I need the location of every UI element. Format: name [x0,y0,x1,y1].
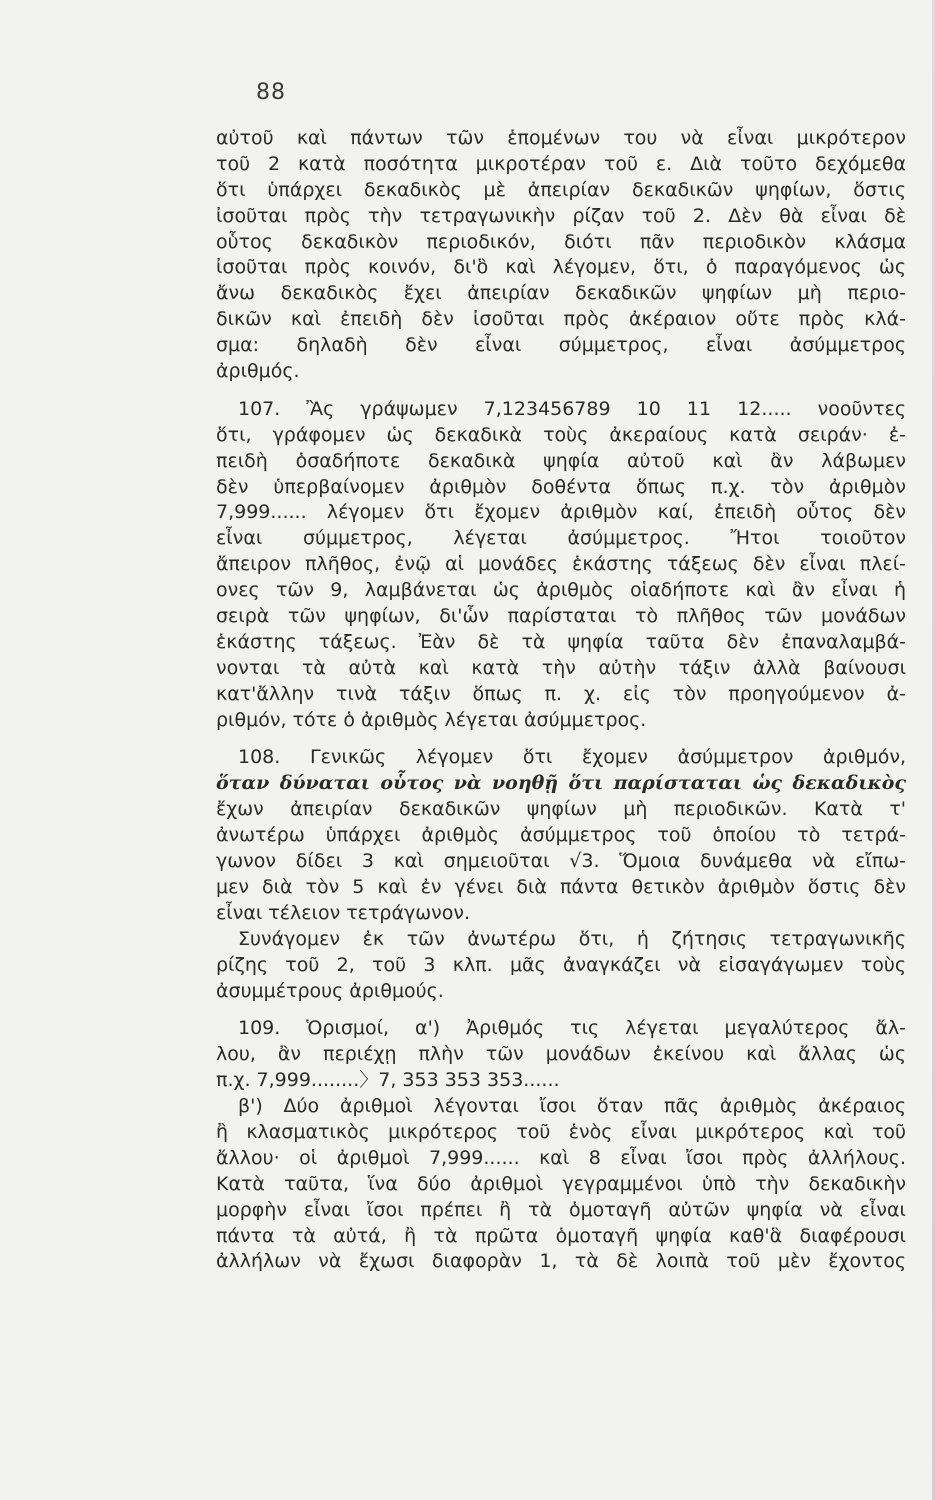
text-line: κατ'ἄλλην τινὰ τάξιν ὅπως π. χ. εἰς τὸν προηγούμενον ἀ- [216,682,906,705]
text-line: ἔχων ἀπειρίαν δεκαδικῶν ψηφίων μὴ περιοδικῶν. Κατὰ τ' [216,798,906,821]
text-line: εἶναι τέλειον τετράγωνον. [216,901,471,924]
text-line: τοῦ 2 κατὰ ποσότητα μικροτέραν τοῦ ε. Διὰ τοῦτο δεχόμεθα [216,152,906,175]
paragraph-108-start: 108. Γενικῶς λέγομεν ὅτι ἔχομεν ἀσύμμετρον ἀριθμόν, [238,746,906,769]
text-line: μεν διὰ τὸν 5 καὶ ἐν γένει διὰ πάντα θετικὸν ἀριθμὸν ὅστις δὲν [216,875,906,898]
text-line: ἀνωτέρω ὑπάρχει ἀριθμὸς ἀσύμμετρος τοῦ ὁποίου τὸ τετρά- [216,824,906,847]
text-line: εἶναι σύμμετρος, λέγεται ἀσύμμετρος. Ἤτοι τοιοῦτον [216,527,906,550]
text-line: δὲν ὑπερβαίνομεν ἀριθμὸν δοθέντα ὅπως π.χ. τὸν ἀριθμὸν [216,475,906,498]
page-number: 88 [256,80,286,105]
text-line: ἰσοῦται πρὸς τὴν τετραγωνικὴν ρίζαν τοῦ 2. Δὲν θὰ εἶναι δὲ [216,204,906,227]
text-line: Κατὰ ταῦτα, ἵνα δύο ἀριθμοὶ γεγραμμένοι ὑπὸ τὴν δεκαδικὴν [216,1172,906,1195]
text-line: ὅτι ὑπάρχει δεκαδικὸς μὲ ἀπειρίαν δεκαδικῶν ψηφίων, ὅστις [216,178,906,201]
text-line: οὗτος δεκαδικὸν περιοδικόν, διότι πᾶν περιοδικὸν κλάσμα [216,230,906,253]
text-line: ἑκάστης τάξεως. Ἐὰν δὲ τὰ ψηφία ταῦτα δὲν ἐπαναλαμβά- [216,630,906,653]
text-line: δικῶν καὶ ἐπειδὴ δὲν ἰσοῦται πρὸς ἀκέραιον οὔτε πρὸς κλά- [216,308,906,331]
text-line: ὅτι, γράφομεν ὡς δεκαδικὰ τοὺς ἀκεραίους κατὰ σειράν· ἐ- [216,423,906,446]
text-line: ἄπειρον πλῆθος, ἐνῷ αἱ μονάδες ἑκάστης τάξεως δὲν εἶναι πλεί- [216,553,906,576]
text-line: σμα: δηλαδὴ δὲν εἶναι σύμμετρος, εἶναι ἀσύμμετρος [216,334,906,357]
text-line: γωνον δίδει 3 καὶ σημειοῦται √3. Ὅμοια δυνάμεθα νὰ εἴπω- [216,850,906,873]
text-line: ρίζης τοῦ 2, τοῦ 3 κλπ. μᾶς ἀναγκάζει νὰ εἰσαγάγωμεν τοὺς [216,953,906,976]
text-line: ἰσοῦται πρὸς κοινόν, δι'ὃ καὶ λέγομεν, ὅτι, ὁ παραγόμενος ὡς [216,256,906,279]
text-line: μορφὴν εἶναι ἴσοι πρέπει ἢ τὰ ὁμοταγῆ αὐτῶν ψηφία νὰ εἶναι [216,1198,906,1221]
paragraph-107-start: 107. Ἂς γράψωμεν 7,123456789 10 11 12..... νοοῦντες [238,397,906,420]
text-line: β') Δύο ἀριθμοὶ λέγονται ἴσοι ὅταν πᾶς ἀριθμὸς ἀκέραιος [238,1095,906,1118]
text-line: λου, ἂν περιέχῃ πλὴν τῶν μονάδων ἐκείνου καὶ ἄλλας ὡς [216,1043,906,1066]
text-line: ἀλλήλων νὰ ἔχωσι διαφορὰν 1, τὰ δὲ λοιπὰ τοῦ μὲν ἔχοντος [216,1250,906,1273]
page-body [216,126,906,1275]
text-line: σειρὰ τῶν ψηφίων, δι'ὧν παρίσταται τὸ πλῆθος τῶν μονάδων [216,605,906,628]
paragraph-109-start: 109. Ὁρισμοί, α') Ἀριθμός τις λέγεται μεγαλύτερος ἄλ- [238,1017,906,1040]
text-line: ἄλλου· οἱ ἀριθμοὶ 7,999...... καὶ 8 εἶναι ἴσοι πρὸς ἀλλήλους. [216,1146,906,1169]
text-line: πάντα τὰ αὐτά, ἢ τὰ πρῶτα ὁμοταγῆ ψηφία καθ'ἃ διαφέρουσι [216,1224,906,1247]
text-line: αὐτοῦ καὶ πάντων τῶν ἑπομένων του νὰ εἶναι μικρότερον [216,127,906,149]
text-line: Συνάγομεν ἐκ τῶν ἀνωτέρω ὅτι, ἡ ζήτησις τετραγωνικῆς [238,927,906,950]
text-line: νονται τὰ αὐτὰ καὶ κατὰ τὴν αὐτὴν τάξιν ἀλλὰ βαίνουσι [216,656,906,679]
text-line: πειδὴ ὁσαδήποτε δεκαδικὰ ψηφία αὐτοῦ καὶ ἂν λάβωμεν [216,449,906,472]
text-line: π.χ. 7,999........〉7, 353 353 353...... [216,1069,560,1092]
text-line: ριθμόν, τότε ὁ ἀριθμὸς λέγεται ἀσύμμετρος. [216,708,647,731]
text-line: ονες τῶν 9, λαμβάνεται ὡς ἀριθμὸς οἱαδήποτε καὶ ἂν εἶναι ἡ [216,579,906,602]
text-line: 7,999...... λέγομεν ὅτι ἔχομεν ἀριθμὸν καί, ἐπειδὴ οὗτος δὲν [216,501,906,524]
text-line: ἢ κλασματικὸς μικρότερος τοῦ ἑνὸς εἶναι μικρότερος καὶ τοῦ [216,1120,906,1143]
text-line: ἄνω δεκαδικὸς ἔχει ἀπειρίαν δεκαδικῶν ψηφίων μὴ περιο- [216,282,906,305]
text-line: ἀσυμμέτρους ἀριθμούς. [216,979,444,1002]
text-line: ἀριθμός. [216,360,300,383]
definition-line: ὅταν δύναται οὗτος νὰ νοηθῇ ὅτι παρίσταται ὡς δεκαδικὸς [216,772,906,795]
